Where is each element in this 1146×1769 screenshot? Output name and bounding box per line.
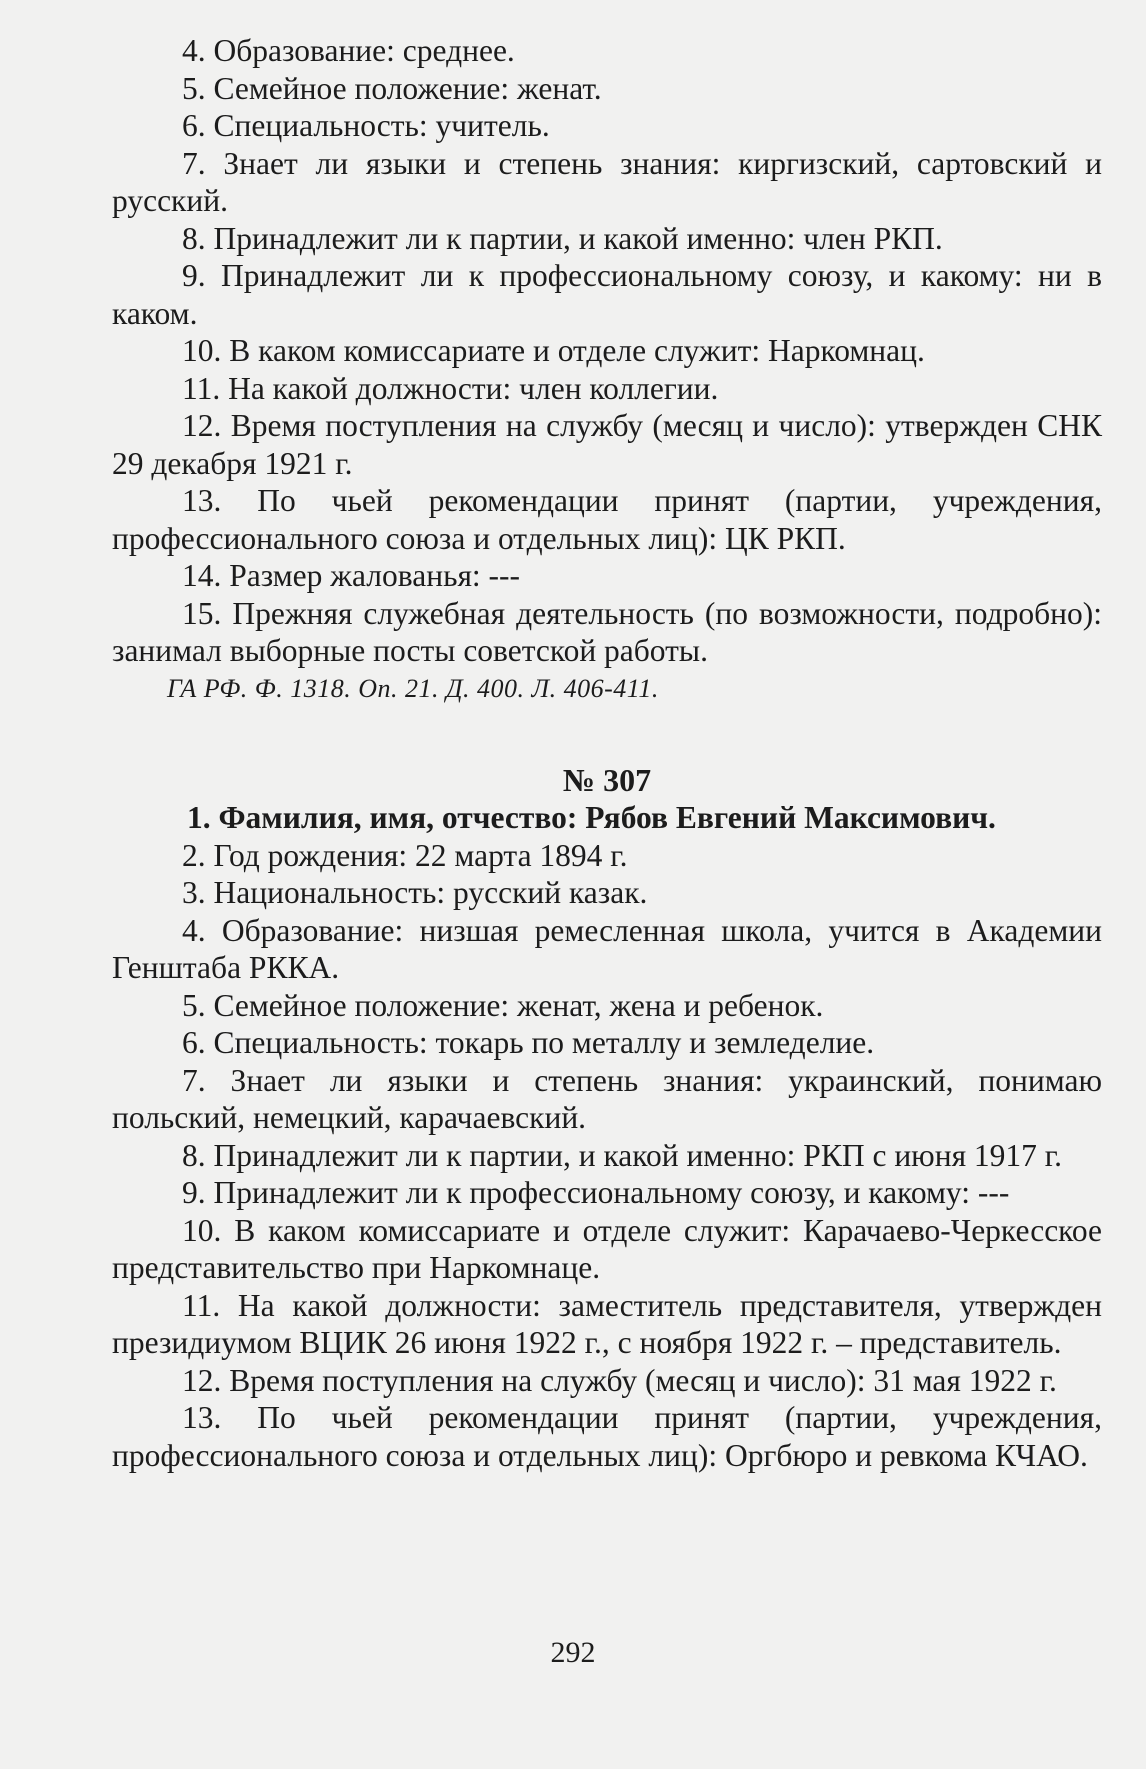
questionnaire-item: 5. Семейное положение: женат. (182, 70, 602, 106)
questionnaire-item: 15. Прежняя служебная деятельность (по возможности, подробно): занимал выборные посты советской работы. (112, 595, 1102, 668)
questionnaire-item: 7. Знает ли языки и степень знания: киргизский, сартовский и русский. (112, 145, 1102, 218)
archive-citation: ГА РФ. Ф. 1318. Оп. 21. Д. 400. Л. 406-411. (167, 673, 659, 703)
questionnaire-item: 10. В каком комиссариате и отделе служит: Наркомнац. (182, 333, 925, 368)
questionnaire-item: 2. Год рождения: 22 марта 1894 г. (182, 837, 628, 873)
questionnaire-item: 12. Время поступления на службу (месяц и число): 31 мая 1922 г. (182, 1362, 1057, 1398)
questionnaire-item: 14. Размер жалованья: --- (182, 558, 521, 593)
questionnaire-item: 8. Принадлежит ли к партии, и какой именно: член РКП. (182, 220, 943, 256)
questionnaire-item: 9. Принадлежит ли к профессиональному союзу, и какому: ни в каком. (112, 258, 1102, 331)
questionnaire-item: 11. На какой должности: заместитель представителя, утвержден президиумом ВЦИК 26 июня 1922 г., с ноября 1922 г. – представитель. (112, 1287, 1102, 1360)
questionnaire-item: 13. По чьей рекомендации принят (партии, учреждения, профессионального союза и отдельных лиц): ЦК РКП. (112, 483, 1102, 556)
page-text (112, 32, 1102, 1474)
questionnaire-item: 8. Принадлежит ли к партии, и какой именно: РКП с июня 1917 г. (182, 1137, 1063, 1173)
questionnaire-item: 4. Образование: низшая ремесленная школа, учится в Академии Генштаба РККА. (112, 912, 1102, 985)
questionnaire-item: 11. На какой должности: член коллегии. (182, 370, 719, 406)
questionnaire-item: 4. Образование: среднее. (182, 33, 515, 68)
questionnaire-item: 6. Специальность: учитель. (182, 108, 550, 143)
questionnaire-item: 7. Знает ли языки и степень знания: украинский, понимаю польский, немецкий, карачаевский. (112, 1062, 1102, 1135)
questionnaire-item: 3. Национальность: русский казак. (182, 875, 648, 910)
questionnaire-item: 13. По чьей рекомендации принят (партии, учреждения, профессионального союза и отдельных лиц): Оргбюро и ревкома КЧАО. (112, 1400, 1102, 1473)
questionnaire-title-item: 1. Фамилия, имя, отчество: Рябов Евгений Максимович. (187, 800, 996, 835)
questionnaire-item: 10. В каком комиссариате и отделе служит: Карачаево-Черкесское представительство при Наркомнаце. (112, 1212, 1102, 1285)
document-number: № 307 (562, 762, 652, 798)
questionnaire-item: 6. Специальность: токарь по металлу и земледелие. (182, 1025, 875, 1060)
page-number: 292 (550, 1636, 596, 1669)
questionnaire-item: 12. Время поступления на службу (месяц и число): утвержден СНК 29 декабря 1921 г. (112, 408, 1102, 481)
questionnaire-item: 5. Семейное положение: женат, жена и ребенок. (182, 987, 824, 1023)
questionnaire-item: 9. Принадлежит ли к профессиональному союзу, и какому: --- (182, 1175, 1010, 1210)
